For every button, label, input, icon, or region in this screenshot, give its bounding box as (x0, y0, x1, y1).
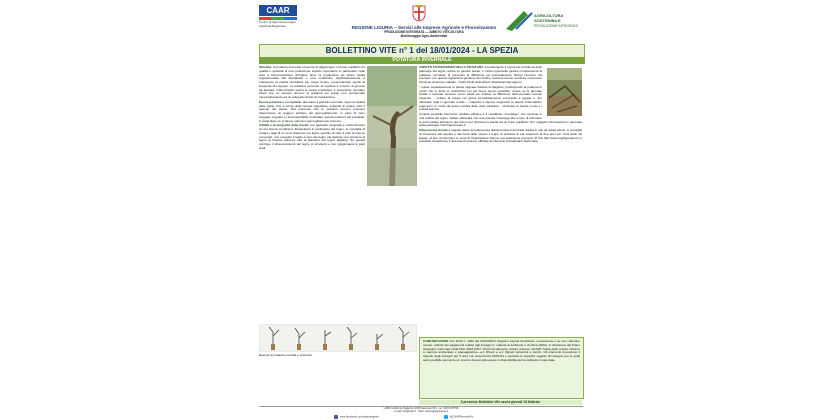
paragraph-flavescenza (419, 129, 582, 144)
twitter-link-text[interactable]: @CAARServizioFito (450, 415, 474, 419)
header (254, 2, 588, 42)
paragraph-heading: ASPETTI FITOSANITARI DELLA POTATURA (419, 66, 484, 69)
caar-logo (259, 5, 299, 27)
twitter-link[interactable] (444, 415, 473, 419)
organization-subtitle-line1: PRODUZIONE INTEGRATA — AMBITO VITICOLTURA (384, 30, 464, 34)
paragraph-heading: Epoca potatura (259, 99, 282, 104)
caar-logo-text: CAAR (259, 5, 297, 16)
organization-title: REGIONE LIGURIA – Servizi alle Imprese Agricole e Florovivaismo (351, 25, 497, 30)
organization-subtitle (324, 31, 524, 38)
facebook-icon (334, 415, 338, 419)
vine-pruning-photo (367, 66, 417, 186)
bulletin-page (254, 2, 588, 418)
facebook-link[interactable] (334, 415, 379, 419)
svg-text:AGRICOLTURA: AGRICOLTURA (534, 13, 564, 18)
paragraph-epoca (259, 101, 365, 124)
svg-text:PRODUZIONE INTEGRATA: PRODUZIONE INTEGRATA (534, 24, 578, 28)
communications-body: Con DGR n. 1262 del 22/12/2023, Regione Liguria ha attivato, nuovamente e se non mancano risorse: anticipi dei pagamenti relativi agli impegni in materia di ambiente e di clima (SRA), in situazione del Piano strategico nazionale della PAC 2023-2027: ACA3 fondamento colture arboree; ACA25 Tutela delle colture arboree a valenza ambientale e paesaggistica—a.1 Oliveti e a.2 Vigneti terrazzati e storici. Gli interventi prevedono il rispetto degli impegni per 5 anni con decorrenza 01/01/24 e pertanto le superfici oggetto di impegno per le quali sarà possibile percepire un premio devono già essere in disponibilità del beneficiario in tale data. (423, 339, 580, 362)
paragraph-vitalita (259, 124, 365, 150)
paragraph-text: a seguito della recrudescenza dell'avversità riscontrata dorata in tutti gli areali viticoli, si consiglia di rimuovere dal vigneto e dai bordi dello stesso il legno di potatura di età superiore ai due anni ed i fusti delle viti legate, al fine di eliminare le uova di Scaphoideus titanus eventualmente presenti. Al link http://www.agriligurianet.it è possibile visualizzare il documento tecnico ufficiale del Servizio Fitosanitario Nazionale. (419, 128, 582, 144)
figure-caption: Esempi di potatura corretta e scorretta (259, 354, 312, 357)
caar-logo-subtitle: Centro di Agrometeorologia Applicata Regionale (259, 20, 296, 28)
paragraph-text: è consigliabile attendere il periodo invernale, dopo la caduta delle foglie, fino a prima della ripresa vegetativa, evitando di potare oltre il periodo del pianto. Dal momento che le potature precoci possono determinare un leggero anticipo del germogliamento, in caso di zone soggette a gelate è raccomandabile rimandare questa pratica il più possibile, in particolare se si hanno varietà a germogliamento precoce. (259, 99, 365, 123)
next-issue-notice: Il prossimo Bollettino Vite uscirà giovedì 15 febbraio (419, 400, 582, 405)
pruning-cut-diagrams (259, 324, 417, 352)
paragraph-text: la potatura invernale consente di raggiungere un buon equilibrio tra qualità e quantità di una produzione aspetto importante in particolare nelle aree a Denominazione d'Origine dove la produzione ad ettaro risulta regolamentata dai disciplinari e può contribuire significativamente a mantenere la pianta produttiva per lungo tempo, preservandolo quindi la longevità del vigneto. La potatura permette di regolare il numero di gemme da lasciare, influenzando quindi la carica produttiva; è importante ricordare infatti che un elevato numero di grappoli sul ceppo non corrisponde necessariamente ad un adeguato livello di maturazione. (259, 66, 365, 99)
paragraph-obiettivi (259, 66, 365, 100)
paragraph-text: Un'altra possibile intervento risultato efficace è il cosiddetto "curettage", che consiste in una pulizia del legno malato effettuata con una piccola motosega allo scopo di eliminare le parti cariate all'interno del tronco per riportare la pianta ad un buon equilibrio. Per maggiori informazioni in generale sulla patologia: http://agrometeo.it (419, 112, 582, 128)
facebook-link-text[interactable]: www.facebook.com/regioneliguria (340, 415, 379, 419)
footer-contacts-line[interactable]: e-mail: info@caar.it - Web: www.agriligurianet.it (393, 410, 449, 413)
organization-subtitle-line2: Monitoraggio Agro-Ambientale (400, 33, 448, 38)
pruning-residues-photo (547, 68, 582, 116)
footer (254, 406, 588, 418)
svg-text:SOSTENIBILE: SOSTENIBILE (534, 18, 561, 23)
communications-heading: COMUNICAZIONI (423, 339, 449, 343)
section-header: POTATURA INVERNALE (259, 57, 585, 64)
communications-text (423, 340, 580, 363)
title-box (259, 44, 585, 58)
paragraph-heading: Vitalità e la longevità delle piante: (259, 123, 310, 128)
paragraph-heading: Obiettivi. (259, 66, 273, 69)
footer-address (254, 407, 588, 413)
bulletin-title: BOLLETTINO VITE n° 1 del 18/01/2024 - LA SPEZIA (325, 46, 519, 55)
paragraph-heading: Flavescenza dorata (419, 128, 448, 132)
paragraph-text: - potare separatamente le piante segnate durante la stagione, posticipando la potatura in modo che le ferite si cicatrizzino nel più breve tempo possibile, anche se le giornate fredde e asciutte rendono meno ideali per limitare la diffusione dell'eventuale inoculo presente; - evitare di potare nei giorni immediatamente successivi a piogge e non effettuare tagli in giornate umide; - mappare il vigneto segnando le piante sintomatiche negli anni, in modo da avere un'idea dello stato sanitario; - eliminare le piante morte e i residui legnosi. (419, 84, 542, 112)
paragraph-text: per garantire longevità e mantenimento di una buona condizione fitosanitaria in particolare del legno, si consiglia di evitare i tagli di un certo diametro (su legno vecchio di oltre 3 anni di età) se necessari; non eseguire il taglio a raso del legno ma lasciare una porzione di legno di rispetto (almeno pari al diametro del legno tagliato). Su questa porzione il disseccamento del legno si arresterà e non raggiungerà le parti vitali. (259, 123, 365, 150)
communications-box (419, 337, 584, 399)
regione-liguria-crest-icon (412, 5, 426, 22)
footer-address-line: LABO CAAR via Tagliolini 10/38 Sarzana (SP) - tel. 0187.678798 (383, 407, 459, 410)
column-left (259, 66, 365, 321)
twitter-icon (444, 415, 448, 419)
paragraph-text: Considerando il crescente problema delle patologie del legno, anche su giovani piante, è molto importante gestire correttamente la potatura, cercando di prevenire la diffusione ed eventualmente ridurre l'inoculo. Ad esempio, per quanto riguarda la gestione dei residui, questi possono costituire una fuonte d'inoculo di alcune malattie, i tralci infetti andrebbero allontanati dal vigneto. (419, 66, 542, 84)
